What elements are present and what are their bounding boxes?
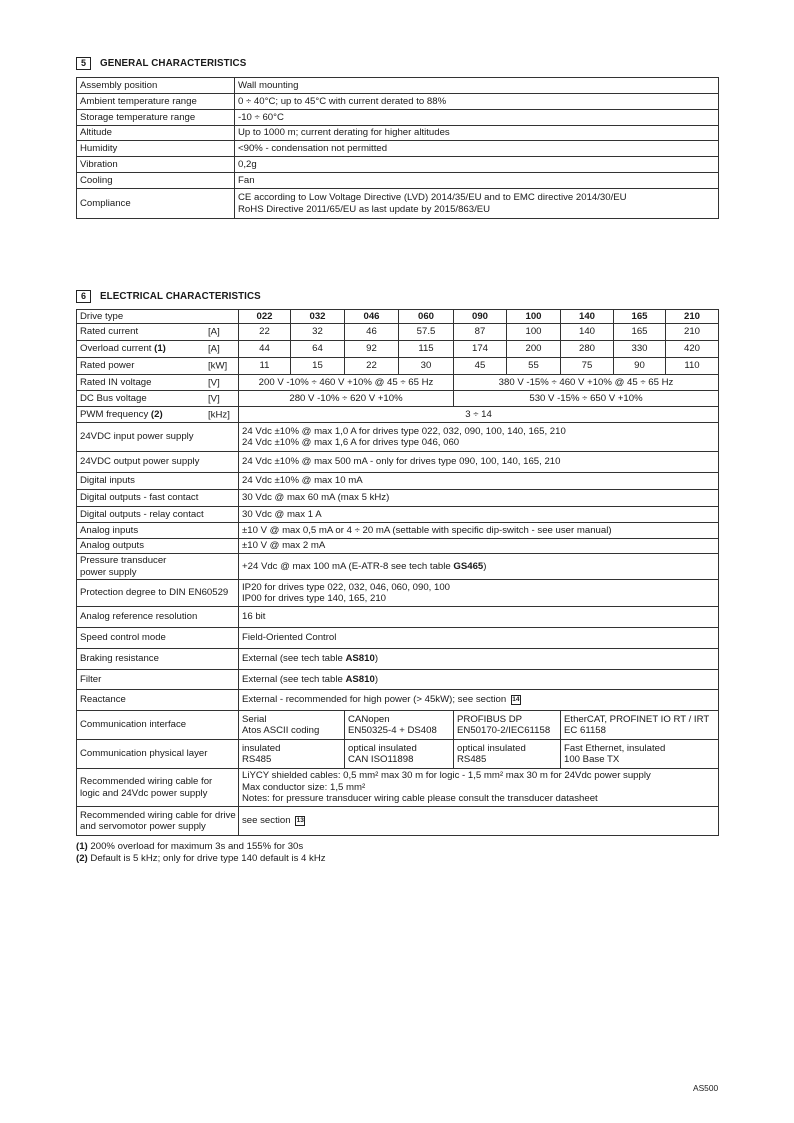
row-label: Digital inputs xyxy=(77,473,239,490)
section-title: GENERAL CHARACTERISTICS xyxy=(100,58,247,69)
row-label: Analog outputs xyxy=(77,539,239,554)
communication-interface-row: Communication interface Serial Atos ASCII coding CANopen EN50325-4 + DS408 PROFIBUS DP EN50170-2/IEC61158 EtherCAT, PROFINET IO RT / IRT EC 61158 xyxy=(77,711,719,740)
row-label: and servomotor power supply xyxy=(80,821,206,832)
general-row xyxy=(77,126,719,141)
row-label: Overload current xyxy=(80,343,152,355)
note-ref: (1) xyxy=(154,343,166,355)
row-label: Drive type xyxy=(77,310,239,324)
tech-table-ref: GS465 xyxy=(453,560,484,572)
value-cell: 57.5 xyxy=(399,324,454,341)
value-cell: 30 Vdc @ max 60 mA (max 5 kHz) xyxy=(239,490,719,507)
rated-in-voltage-row xyxy=(77,375,719,391)
row-value: Fan xyxy=(238,174,255,186)
row-label: Filter xyxy=(77,670,239,690)
dc-bus-voltage-row xyxy=(77,391,719,407)
row-label: Pressure transducer xyxy=(80,555,167,566)
row-value: <90% - condensation not permitted xyxy=(238,142,388,154)
communication-physical-row: Communication physical layer insulated RS485 optical insulated CAN ISO11898 optical insulated RS485 Fast Ethernet, insulated 100 Base TX xyxy=(77,740,719,769)
braking-resistance-row: Braking resistance External (see tech table AS810) xyxy=(77,649,719,670)
analog-outputs-row xyxy=(77,539,719,554)
value-line: 24 Vdc ±10% @ max 1,0 A for drives type 022, 032, 090, 100, 140, 165, 210 xyxy=(242,425,566,437)
note-ref: (2) xyxy=(150,408,163,420)
value-cell: 16 bit xyxy=(239,607,719,628)
drive-type-row xyxy=(77,310,719,324)
row-value: RoHS Directive 2011/65/EU as last update by 2015/863/EU xyxy=(238,203,491,215)
general-row xyxy=(77,189,719,219)
value-cell: 55 xyxy=(507,358,561,375)
section-6-header xyxy=(76,290,261,303)
value-line: 24 Vdc ±10% @ max 1,6 A for drives type 046, 060 xyxy=(242,437,460,448)
value-cell: 110 xyxy=(666,358,719,375)
value-cell: 100 xyxy=(507,324,561,341)
general-row xyxy=(77,78,719,94)
speed-control-row xyxy=(77,628,719,649)
value-cell: 22 xyxy=(345,358,399,375)
row-label: Storage temperature range xyxy=(77,110,235,126)
value-cell: 140 xyxy=(561,324,614,341)
value-cell: 165 xyxy=(614,324,666,341)
row-label: Rated IN voltage xyxy=(80,376,152,388)
general-row xyxy=(77,157,719,173)
value-cell: 174 xyxy=(454,341,507,358)
value-cell: 530 V -15% ÷ 650 V +10% xyxy=(454,391,719,407)
value-cell: 15 xyxy=(291,358,345,375)
row-value: -10 ÷ 60°C xyxy=(238,111,284,123)
wiring-logic-row: Recommended wiring cable for logic and 24Vdc power supply LiYCY shielded cables: 0,5 mm² max 30 m for logic - 1,5 mm² max 30 m for 24Vdc power supply Max conductor size: 1,5 mm² Notes: for pressure transducer wiring cable please consult the transducer datasheet xyxy=(77,769,719,807)
row-label: logic and 24Vdc power supply xyxy=(80,787,208,799)
value-cell: 330 xyxy=(614,341,666,358)
row-label: Cooling xyxy=(77,173,235,189)
row-value: 0 ÷ 40°C; up to 45°C with current derated to 88% xyxy=(238,95,447,107)
protection-degree-row xyxy=(77,580,719,607)
value-text: +24 Vdc @ max 100 mA (E-ATR-8 see tech table xyxy=(242,560,454,572)
section-5-header xyxy=(76,57,246,70)
general-row xyxy=(77,141,719,157)
value-cell: 45 xyxy=(454,358,507,375)
value-cell: ±10 V @ max 2 mA xyxy=(239,539,719,554)
value-cell: 30 Vdc @ max 1 A xyxy=(239,507,719,523)
row-label: Compliance xyxy=(77,189,235,219)
row-value: Wall mounting xyxy=(238,79,299,91)
drive-type: 032 xyxy=(291,310,345,324)
row-label: Recommended wiring cable for drive xyxy=(80,809,236,821)
value-cell: 44 xyxy=(239,341,291,358)
digital-outputs-relay-row xyxy=(77,507,719,523)
value-cell: 210 xyxy=(666,324,719,341)
value-cell: 3 ÷ 14 xyxy=(239,407,719,423)
section-ref-box: 13 xyxy=(296,816,304,824)
section-title: ELECTRICAL CHARACTERISTICS xyxy=(100,291,261,302)
value-cell: 200 V -10% ÷ 460 V +10% @ 45 ÷ 65 Hz xyxy=(239,375,454,391)
row-value: 0,2g xyxy=(238,158,257,170)
value-cell: 22 xyxy=(239,324,291,341)
reactance-row: Reactance External - recommended for high power (> 45kW); see section 14 xyxy=(77,690,719,711)
general-row xyxy=(77,110,719,126)
value-cell: 75 xyxy=(561,358,614,375)
pwm-frequency-row xyxy=(77,407,719,423)
general-row xyxy=(77,173,719,189)
rated-current-row xyxy=(77,324,719,341)
footnote: (2) Default is 5 kHz; only for drive type 140 default is 4 kHz xyxy=(76,853,326,864)
row-label: PWM frequency xyxy=(80,408,149,420)
row-label: Vibration xyxy=(77,157,235,173)
row-label: Communication interface xyxy=(77,711,239,740)
electrical-characteristics-table xyxy=(76,309,719,836)
value-cell: 115 xyxy=(399,341,454,358)
footnote: (1) 200% overload for maximum 3s and 155% for 30s xyxy=(76,841,304,852)
value-cell: 30 xyxy=(399,358,454,375)
unit: [kW] xyxy=(208,360,228,372)
drive-type: 165 xyxy=(614,310,666,324)
row-label: power supply xyxy=(80,566,137,578)
filter-row: Filter External (see tech table AS810) xyxy=(77,670,719,690)
digital-outputs-fast-row xyxy=(77,490,719,507)
row-label: Analog reference resolution xyxy=(77,607,239,628)
footnotes xyxy=(76,841,326,865)
value-cell: 11 xyxy=(239,358,291,375)
analog-reference-row xyxy=(77,607,719,628)
row-label: Ambient temperature range xyxy=(77,94,235,110)
row-label: Speed control mode xyxy=(77,628,239,649)
row-label: DC Bus voltage xyxy=(80,392,147,404)
value-cell: 90 xyxy=(614,358,666,375)
value-cell: 380 V -15% ÷ 460 V +10% @ 45 ÷ 65 Hz xyxy=(454,375,719,391)
value-cell: 200 xyxy=(507,341,561,358)
value-cell: 280 V -10% ÷ 620 V +10% xyxy=(239,391,454,407)
drive-type: 060 xyxy=(399,310,454,324)
value-cell: 87 xyxy=(454,324,507,341)
row-label: 24VDC input power supply xyxy=(77,423,239,452)
unit: [kHz] xyxy=(208,408,230,420)
rated-power-row xyxy=(77,358,719,375)
tech-table-ref: AS810 xyxy=(345,653,375,665)
drive-type: 090 xyxy=(454,310,507,324)
drive-type: 140 xyxy=(561,310,614,324)
value-cell: 280 xyxy=(561,341,614,358)
row-label: Reactance xyxy=(77,690,239,711)
row-label: Humidity xyxy=(77,141,235,157)
value-cell: 92 xyxy=(345,341,399,358)
value-cell: 46 xyxy=(345,324,399,341)
value-line: IP00 for drives type 140, 165, 210 xyxy=(242,593,386,604)
drive-type: 046 xyxy=(345,310,399,324)
row-label: Protection degree to DIN EN60529 xyxy=(77,580,239,607)
row-label: Assembly position xyxy=(77,78,235,94)
tech-table-ref: AS810 xyxy=(345,673,375,685)
drive-type: 100 xyxy=(507,310,561,324)
unit: [V] xyxy=(208,376,220,388)
row-label: Digital outputs - fast contact xyxy=(77,490,239,507)
value-cell: Field-Oriented Control xyxy=(239,628,719,649)
pressure-transducer-row: Pressure transducer power supply +24 Vdc @ max 100 mA (E-ATR-8 see tech table GS465) xyxy=(77,554,719,580)
value-cell: ±10 V @ max 0,5 mA or 4 ÷ 20 mA (settable with specific dip-switch - see user manual) xyxy=(239,523,719,539)
drive-type: 022 xyxy=(239,310,291,324)
row-label: Analog inputs xyxy=(77,523,239,539)
value-line: IP20 for drives type 022, 032, 046, 060, 090, 100 xyxy=(242,581,451,593)
output-24vdc-row xyxy=(77,452,719,473)
overload-current-row xyxy=(77,341,719,358)
drive-type: 210 xyxy=(666,310,719,324)
section-ref-box: 14 xyxy=(512,695,520,703)
row-label: Digital outputs - relay contact xyxy=(77,507,239,523)
row-label: Altitude xyxy=(77,126,235,141)
row-label: Rated power xyxy=(80,360,135,372)
digital-inputs-row xyxy=(77,473,719,490)
input-24vdc-row xyxy=(77,423,719,452)
section-number: 6 xyxy=(76,290,91,303)
wiring-servo-row: Recommended wiring cable for drive and servomotor power supply see section 13 xyxy=(77,807,719,836)
unit: [V] xyxy=(208,392,220,404)
page-footer-code: AS500 xyxy=(693,1083,719,1093)
value-cell: 420 xyxy=(666,341,719,358)
section-number: 5 xyxy=(76,57,91,70)
general-characteristics-table xyxy=(76,77,719,219)
unit: [A] xyxy=(208,343,220,355)
row-label: Braking resistance xyxy=(77,649,239,670)
row-label: 24VDC output power supply xyxy=(77,452,239,473)
value-cell: 64 xyxy=(291,341,345,358)
row-label: Rated current xyxy=(80,326,139,338)
value-cell: 24 Vdc ±10% @ max 500 mA - only for drives type 090, 100, 140, 165, 210 xyxy=(239,452,719,473)
row-value: Up to 1000 m; current derating for higher altitudes xyxy=(238,127,450,139)
value-cell: 32 xyxy=(291,324,345,341)
value-cell: 24 Vdc ±10% @ max 10 mA xyxy=(239,473,719,490)
row-label: Recommended wiring cable for xyxy=(80,776,213,787)
row-value: CE according to Low Voltage Directive (LVD) 2014/35/EU and to EMC directive 2014/30/EU xyxy=(238,192,627,203)
unit: [A] xyxy=(208,326,220,338)
general-row xyxy=(77,94,719,110)
row-label: Communication physical layer xyxy=(77,740,239,769)
analog-inputs-row xyxy=(77,523,719,539)
